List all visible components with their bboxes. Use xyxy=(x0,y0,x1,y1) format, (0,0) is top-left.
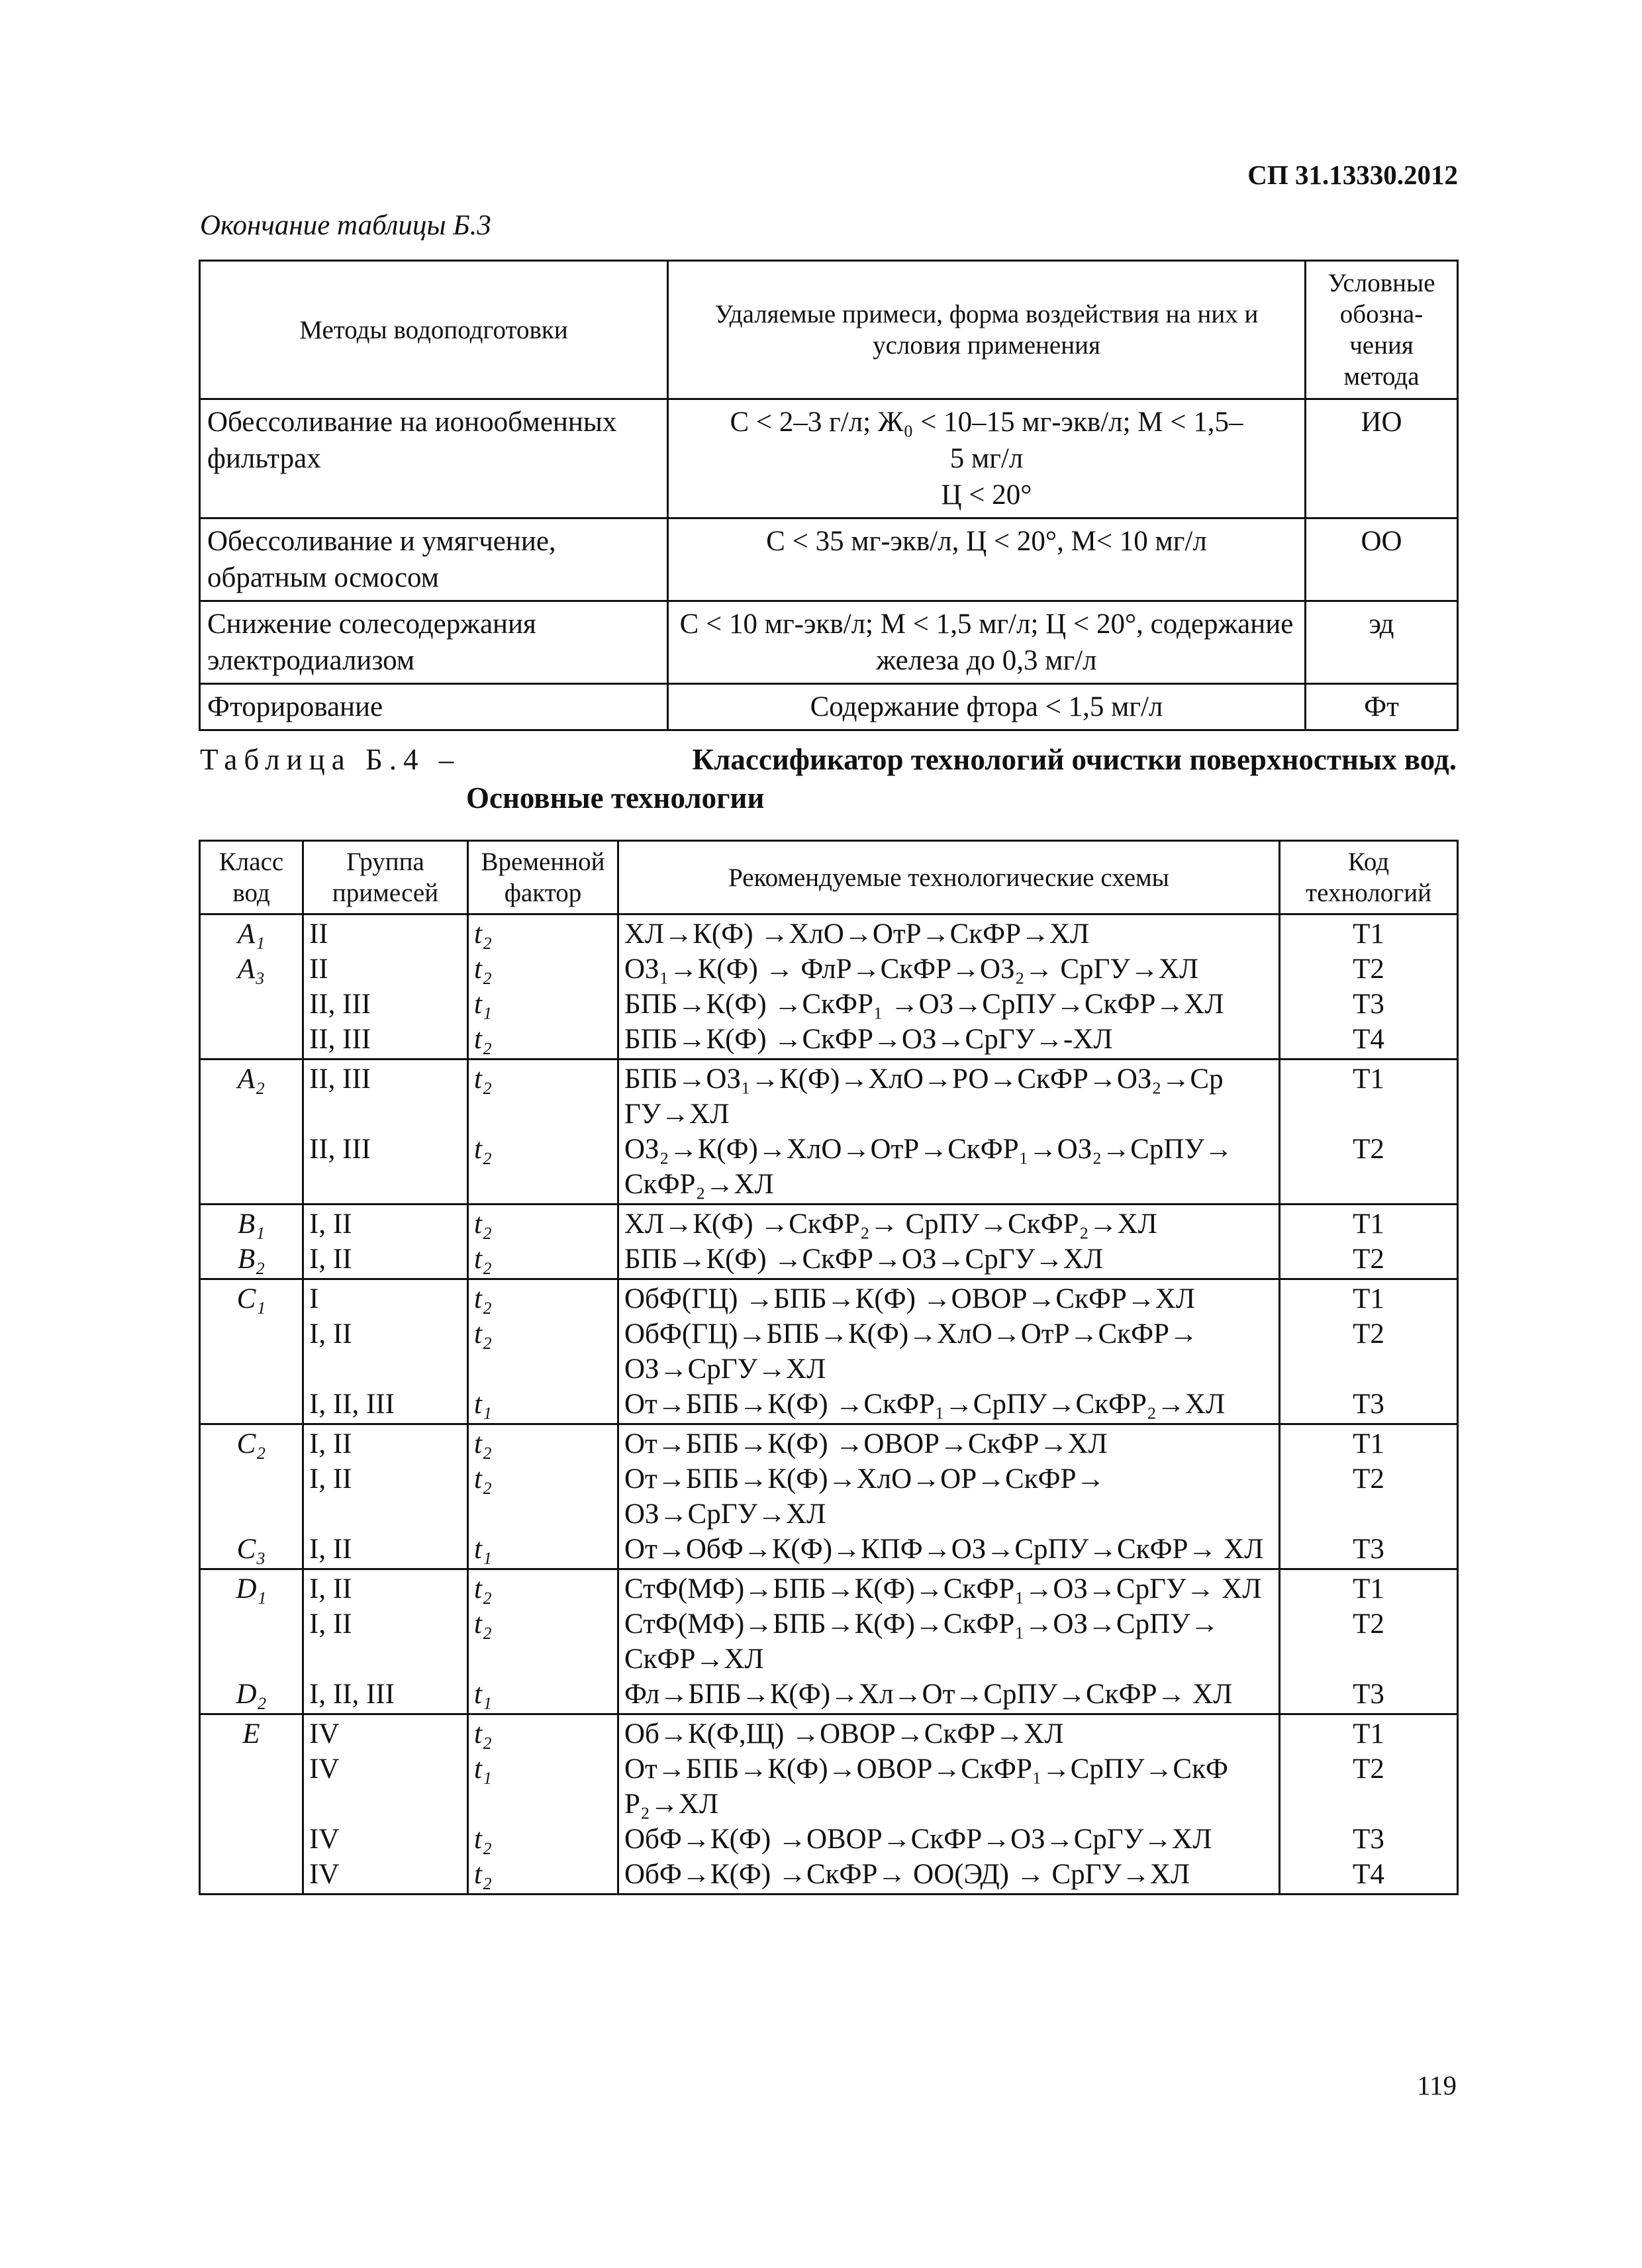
table-b4-cell-line: I, II xyxy=(309,1244,352,1275)
table-b4-scheme-cell xyxy=(618,1424,1280,1569)
table-row xyxy=(200,1279,1458,1424)
table-b4-cell-line: Т4 xyxy=(1353,1859,1384,1890)
table-b4-label: Таблица Б.4 – xyxy=(200,743,461,776)
table-b4-cell-line: ОЗ₁→К(Ф) → ФлР→СкФР→ОЗ₂→ СрГУ→ХЛ xyxy=(624,954,1199,985)
table-b4-cell-line xyxy=(206,1461,297,1497)
table-b4-cell-line: Т1 xyxy=(1353,918,1384,950)
table-b4-cell-line: t₂ xyxy=(474,1024,492,1055)
table-b4-time-factor-cell xyxy=(468,1279,618,1424)
table-row xyxy=(200,1060,1458,1205)
table-b4-header-class: Класс вод xyxy=(200,841,303,914)
table-b4-cell-line: От→БПБ→К(Ф)→ОВОР→СкФР₁→СрПУ→СкФ xyxy=(624,1753,1228,1785)
table-b4-group-cell xyxy=(303,1424,468,1569)
table-b4-cell-line: БПБ→К(Ф) →СкФР→ОЗ→СрГУ→ХЛ xyxy=(624,1244,1104,1275)
table-b4-cell-line: Т2 xyxy=(1353,1753,1384,1785)
table-b3-conditions-cell xyxy=(668,399,1306,518)
table-b4-cell-line: II, III xyxy=(309,1063,371,1095)
table-b4-cell-line: Т1 xyxy=(1353,1573,1384,1604)
table-b4-class-cell xyxy=(200,1569,303,1714)
table-b4-cell-line: Т2 xyxy=(1353,1463,1384,1495)
table-b4-time-factor-cell xyxy=(468,1714,618,1895)
table-b4-cell-line: Т2 xyxy=(1353,954,1384,985)
table-b4-cell-line xyxy=(206,1606,297,1642)
table-b4-cell-line: Т2 xyxy=(1353,1318,1384,1350)
table-b4-cell-line: B₁ xyxy=(237,1208,266,1240)
table-b4-cell-line: IV xyxy=(309,1718,340,1750)
table-b4-code-cell xyxy=(1280,1205,1458,1279)
table-b4-cell-line: Т1 xyxy=(1353,1208,1384,1240)
table-b4-cell-line: t₂ xyxy=(474,1824,492,1855)
table-b4-cell-line: ОбФ(ГЦ) →БПБ→К(Ф) →ОВОР→СкФР→ХЛ xyxy=(624,1283,1196,1314)
table-b4-cell-line xyxy=(206,1022,297,1057)
table-b3-conditions-cell: Содержание фтора < 1,5 мг/л xyxy=(668,684,1306,730)
table-b4-cell-line: t₂ xyxy=(474,954,492,985)
table-b4-title-line2: Основные технологии xyxy=(466,781,765,814)
table-b4-cell-line: ОЗ₂→К(Ф)→ХлО→ОтР→СкФР₁→ОЗ₂→СрПУ→ xyxy=(624,1134,1233,1165)
table-b4-cell-spacer xyxy=(1286,1352,1451,1387)
table-b4-cell-line: t₂ xyxy=(474,1463,492,1495)
table-b4-cell-spacer xyxy=(474,1352,612,1387)
table-b4-cell-line xyxy=(206,1132,297,1167)
table-b4-cell-line: ОЗ→СрГУ→ХЛ xyxy=(624,1499,826,1530)
table-b4-cell-line: IV xyxy=(309,1859,340,1890)
table-b4-class-cell xyxy=(200,914,303,1060)
table-b3-header-impurities: Удаляемые примеси, форма воздействия на них и условия применения xyxy=(668,261,1306,399)
table-b4-cell-line: A₂ xyxy=(237,1063,266,1095)
table-b4-class-cell xyxy=(200,1714,303,1895)
table-b4-time-factor-cell xyxy=(468,914,618,1060)
table-b4-scheme-cell xyxy=(618,1569,1280,1714)
table-b4-cell-line: Т1 xyxy=(1353,1063,1384,1095)
table-b4-cell-spacer xyxy=(474,1167,612,1202)
table-b4-cell-line: От→БПБ→К(Ф)→ХлО→ОР→СкФР→ xyxy=(624,1463,1105,1495)
table-b4-cell-line: БПБ→ОЗ₁→К(Ф)→ХлО→РО→СкФР→ОЗ₂→Ср xyxy=(624,1063,1224,1095)
table-b4-cell-line: I, II xyxy=(309,1428,352,1459)
table-b4-code-cell xyxy=(1280,1714,1458,1895)
table-b4-cell-spacer xyxy=(474,1497,612,1532)
table-b4-cell-line: ХЛ→К(Ф) →ХлО→ОтР→СкФР→ХЛ xyxy=(624,918,1090,950)
table-b4-class-cell xyxy=(200,1060,303,1205)
table-b4-cell-spacer xyxy=(1286,1642,1451,1677)
table-b4-cell-line: ОбФ→К(Ф) →СкФР→ ОО(ЭД) → СрГУ→ХЛ xyxy=(624,1859,1190,1890)
table-b4-title-line1: Классификатор технологий очистки поверхностных вод. xyxy=(692,743,1457,776)
table-b4-cell-line: ОбФ(ГЦ)→БПБ→К(Ф)→ХлО→ОтР→СкФР→ xyxy=(624,1318,1198,1350)
table-b4-cell-line: B₂ xyxy=(237,1244,266,1275)
table-b4-cell-spacer xyxy=(474,1097,612,1132)
table-b4-cell-spacer xyxy=(309,1497,461,1532)
table-b4-cell-line: Т2 xyxy=(1353,1244,1384,1275)
table-b3-header-code: Условные обозна-чения метода xyxy=(1306,261,1458,399)
table-b4-cell-spacer xyxy=(206,1097,297,1132)
table-b4-cell-spacer xyxy=(206,1167,297,1202)
table-b4-class-cell xyxy=(200,1424,303,1569)
table-b4-group-cell xyxy=(303,1060,468,1205)
table-b4-cell-line: II, III xyxy=(309,1134,371,1165)
table-b4-header-group: Группа примесей xyxy=(303,841,468,914)
table-b4-group-cell xyxy=(303,1714,468,1895)
table-b3-method-cell: Обессоливание на ионообменных фильтрах xyxy=(200,399,668,518)
table-b4-cell-line: t₂ xyxy=(474,1244,492,1275)
table-b4-cell-line: II xyxy=(309,918,328,950)
table-b4-cell-line: t₁ xyxy=(474,1389,492,1420)
table-b4-cell-line: I xyxy=(309,1283,319,1314)
table-b4-cell-line: I, II xyxy=(309,1608,352,1640)
table-b4-cell-line: I, II, III xyxy=(309,1389,395,1420)
table-b4-scheme-cell xyxy=(618,914,1280,1060)
table-b4-cell-line: Т4 xyxy=(1353,1024,1384,1055)
table-b4-code-cell xyxy=(1280,914,1458,1060)
table-b4 xyxy=(199,840,1459,1895)
table-row xyxy=(200,601,1458,684)
table-b4-header-time-factor: Временной фактор xyxy=(468,841,618,914)
table-b4-cell-line: D₂ xyxy=(236,1679,267,1710)
table-b4-cell-line: t₂ xyxy=(474,1283,492,1314)
table-row xyxy=(200,914,1458,1060)
table-b4-cell-line: Фл→БПБ→К(Ф)→Хл→От→СрПУ→СкФР→ ХЛ xyxy=(624,1679,1233,1710)
table-b4-cell-spacer xyxy=(206,1352,297,1387)
table-b4-cell-line: D₁ xyxy=(236,1573,267,1604)
table-b4-cell-line: IV xyxy=(309,1824,340,1855)
table-b4-cell-line: Т3 xyxy=(1353,1534,1384,1565)
table-b4-group-cell xyxy=(303,1569,468,1714)
document-code-header: СП 31.13330.2012 xyxy=(1247,160,1458,190)
table-b4-cell-line: Т3 xyxy=(1353,1824,1384,1855)
table-b4-cell-line: СкФР→ХЛ xyxy=(624,1644,764,1675)
table-b4-cell-line: II xyxy=(309,954,328,985)
table-b4-time-factor-cell xyxy=(468,1424,618,1569)
table-b4-group-cell xyxy=(303,1279,468,1424)
table-b4-time-factor-cell xyxy=(468,1569,618,1714)
table-b4-cell-line: ГУ→ХЛ xyxy=(624,1099,730,1130)
table-b4-scheme-cell xyxy=(618,1714,1280,1895)
table-b3 xyxy=(199,260,1459,731)
table-b3-method-cell: Снижение солесодержания электродиализом xyxy=(200,601,668,684)
table-b4-cell-line xyxy=(206,1387,297,1422)
table-b4-cell-line: ХЛ→К(Ф) →СкФР₂→ СрПУ→СкФР₂→ХЛ xyxy=(624,1208,1157,1240)
table-b4-cell-line: Т3 xyxy=(1353,1389,1384,1420)
table-row xyxy=(200,1714,1458,1895)
table-b3-conditions-cell: С < 10 мг-экв/л; М < 1,5 мг/л; Ц < 20°, содержание железа до 0,3 мг/л xyxy=(668,601,1306,684)
table-b4-cell-line: t₂ xyxy=(474,1428,492,1459)
table-b4-cell-line: Т3 xyxy=(1353,1679,1384,1710)
table-b4-cell-line: СтФ(МФ)→БПБ→К(Ф)→СкФР₁→ОЗ→СрГУ→ ХЛ xyxy=(624,1573,1262,1604)
table-b4-cell-line: Т1 xyxy=(1353,1283,1384,1314)
table-b4-cell-spacer xyxy=(309,1167,461,1202)
table-b3-conditions-line: 5 мг/л xyxy=(949,443,1024,474)
table-b4-cell-spacer xyxy=(1286,1497,1451,1532)
table-row xyxy=(200,1569,1458,1714)
table-b4-class-cell xyxy=(200,1279,303,1424)
table-b4-cell-line xyxy=(206,1822,297,1857)
table-b4-cell-line: t₁ xyxy=(474,1753,492,1785)
table-b4-code-cell xyxy=(1280,1424,1458,1569)
table-b4-header-schemes: Рекомендуемые технологические схемы xyxy=(618,841,1280,914)
table-b4-cell-line: A₁ xyxy=(237,918,266,950)
table-b4-cell-spacer xyxy=(206,1497,297,1532)
table-b4-cell-line: II, III xyxy=(309,989,371,1020)
table-b4-cell-line xyxy=(206,1751,297,1787)
table-b4-cell-line: t₂ xyxy=(474,1718,492,1750)
table-b4-cell-line: C₂ xyxy=(236,1428,266,1459)
table-row xyxy=(200,399,1458,518)
table-b4-cell-line: t₁ xyxy=(474,1679,492,1710)
table-b4-scheme-cell xyxy=(618,1279,1280,1424)
table-b4-cell-line: A₃ xyxy=(237,954,266,985)
table-b4-cell-spacer xyxy=(1286,1097,1451,1132)
table-b4-cell-line: t₂ xyxy=(474,1318,492,1350)
table-b4-cell-line: Т2 xyxy=(1353,1608,1384,1640)
table-b4-group-cell xyxy=(303,914,468,1060)
table-b4-cell-line: Р₂→ХЛ xyxy=(624,1789,719,1820)
table-b4-cell-line: Т1 xyxy=(1353,1718,1384,1750)
table-b4-cell-line: I, II xyxy=(309,1318,352,1350)
table-b4-cell-line: C₃ xyxy=(236,1534,266,1565)
table-b4-cell-line: СтФ(МФ)→БПБ→К(Ф)→СкФР₁→ОЗ→СрПУ→ xyxy=(624,1608,1219,1640)
table-b4-cell-line: t₂ xyxy=(474,1208,492,1240)
table-b4-cell-line: II, III xyxy=(309,1024,371,1055)
table-b4-cell-line: t₂ xyxy=(474,1134,492,1165)
table-b4-class-cell xyxy=(200,1205,303,1279)
table-b4-header-row xyxy=(200,841,1458,914)
table-b4-cell-line: I, II, III xyxy=(309,1679,395,1710)
table-b4-title xyxy=(200,740,1457,817)
table-b3-header-row xyxy=(200,261,1458,399)
table-b4-cell-line: I, II xyxy=(309,1534,352,1565)
table-b4-cell-line: От→БПБ→К(Ф) →ОВОР→СкФР→ХЛ xyxy=(624,1428,1108,1459)
table-b3-conditions-cell: С < 35 мг-экв/л, Ц < 20°, М< 10 мг/л xyxy=(668,518,1306,601)
table-b4-time-factor-cell xyxy=(468,1205,618,1279)
table-b4-cell-spacer xyxy=(206,1642,297,1677)
table-b3-continuation-caption: Окончание таблицы Б.3 xyxy=(200,210,491,241)
table-b4-code-cell xyxy=(1280,1060,1458,1205)
table-b4-scheme-cell xyxy=(618,1060,1280,1205)
table-b4-cell-line: C₁ xyxy=(236,1283,266,1314)
table-b4-cell-line: E xyxy=(242,1718,260,1750)
table-b4-cell-line: Об→К(Ф,Щ) →ОВОР→СкФР→ХЛ xyxy=(624,1718,1064,1750)
table-b4-cell-line: t₂ xyxy=(474,1573,492,1604)
table-b4-cell-line xyxy=(206,1316,297,1352)
table-b4-cell-line: От→ОбФ→К(Ф)→КПФ→ОЗ→СрПУ→СкФР→ ХЛ xyxy=(624,1534,1264,1565)
table-b3-code-cell: эд xyxy=(1306,601,1458,684)
table-row xyxy=(200,518,1458,601)
table-b4-cell-line: Т1 xyxy=(1353,1428,1384,1459)
table-row xyxy=(200,684,1458,730)
table-b4-cell-line: Т3 xyxy=(1353,989,1384,1020)
table-b4-cell-spacer xyxy=(309,1642,461,1677)
table-b4-header-code: Код технологий xyxy=(1280,841,1458,914)
table-b3-method-cell: Фторирование xyxy=(200,684,668,730)
table-b4-cell-spacer xyxy=(309,1097,461,1132)
table-b4-cell-line: СкФР₂→ХЛ xyxy=(624,1169,774,1200)
table-b4-cell-line xyxy=(206,1857,297,1892)
table-b3-conditions-line: Ц < 20° xyxy=(941,479,1032,511)
table-b4-cell-spacer xyxy=(474,1642,612,1677)
table-b4-cell-line: БПБ→К(Ф) →СкФР→ОЗ→СрГУ→-ХЛ xyxy=(624,1024,1113,1055)
table-row xyxy=(200,1424,1458,1569)
table-b4-cell-spacer xyxy=(206,1787,297,1822)
table-b4-scheme-cell xyxy=(618,1205,1280,1279)
table-b4-group-cell xyxy=(303,1205,468,1279)
table-row xyxy=(200,1205,1458,1279)
table-b3-code-cell: ИО xyxy=(1306,399,1458,518)
table-b4-cell-line: t₂ xyxy=(474,1063,492,1095)
table-b4-cell-line: t₁ xyxy=(474,1534,492,1565)
table-b4-cell-spacer xyxy=(474,1787,612,1822)
table-b4-cell-line xyxy=(206,987,297,1022)
table-b4-code-cell xyxy=(1280,1569,1458,1714)
table-b4-cell-line: ОбФ→К(Ф) →ОВОР→СкФР→ОЗ→СрГУ→ХЛ xyxy=(624,1824,1212,1855)
table-b4-cell-spacer xyxy=(1286,1167,1451,1202)
table-b4-cell-line: ОЗ→СрГУ→ХЛ xyxy=(624,1354,826,1385)
table-b4-code-cell xyxy=(1280,1279,1458,1424)
table-b4-cell-line: t₂ xyxy=(474,1859,492,1890)
table-b4-cell-line: t₂ xyxy=(474,1608,492,1640)
table-b4-cell-line: t₁ xyxy=(474,989,492,1020)
table-b3-method-cell: Обессоливание и умягчение, обратным осмосом xyxy=(200,518,668,601)
table-b3-code-cell: Фт xyxy=(1306,684,1458,730)
table-b4-cell-line: I, II xyxy=(309,1573,352,1604)
table-b4-cell-spacer xyxy=(1286,1787,1451,1822)
table-b4-cell-line: I, II xyxy=(309,1208,352,1240)
table-b4-cell-spacer xyxy=(309,1787,461,1822)
table-b4-cell-line: Т2 xyxy=(1353,1134,1384,1165)
table-b3-header-methods: Методы водоподготовки xyxy=(200,261,668,399)
table-b3-code-cell: ОО xyxy=(1306,518,1458,601)
table-b4-time-factor-cell xyxy=(468,1060,618,1205)
table-b4-body xyxy=(200,914,1458,1895)
table-b4-cell-spacer xyxy=(309,1352,461,1387)
table-b4-cell-line: t₂ xyxy=(474,918,492,950)
table-b3-conditions-line: С < 2–3 г/л; Ж₀ < 10–15 мг-экв/л; М < 1,5– xyxy=(730,407,1243,438)
table-b4-cell-line: БПБ→К(Ф) →СкФР₁ →ОЗ→СрПУ→СкФР→ХЛ xyxy=(624,989,1224,1020)
table-b4-cell-line: От→БПБ→К(Ф) →СкФР₁→СрПУ→СкФР₂→ХЛ xyxy=(624,1389,1226,1420)
table-b4-cell-line: I, II xyxy=(309,1463,352,1495)
table-b4-cell-line: IV xyxy=(309,1753,340,1785)
page-number: 119 xyxy=(1417,2070,1457,2100)
